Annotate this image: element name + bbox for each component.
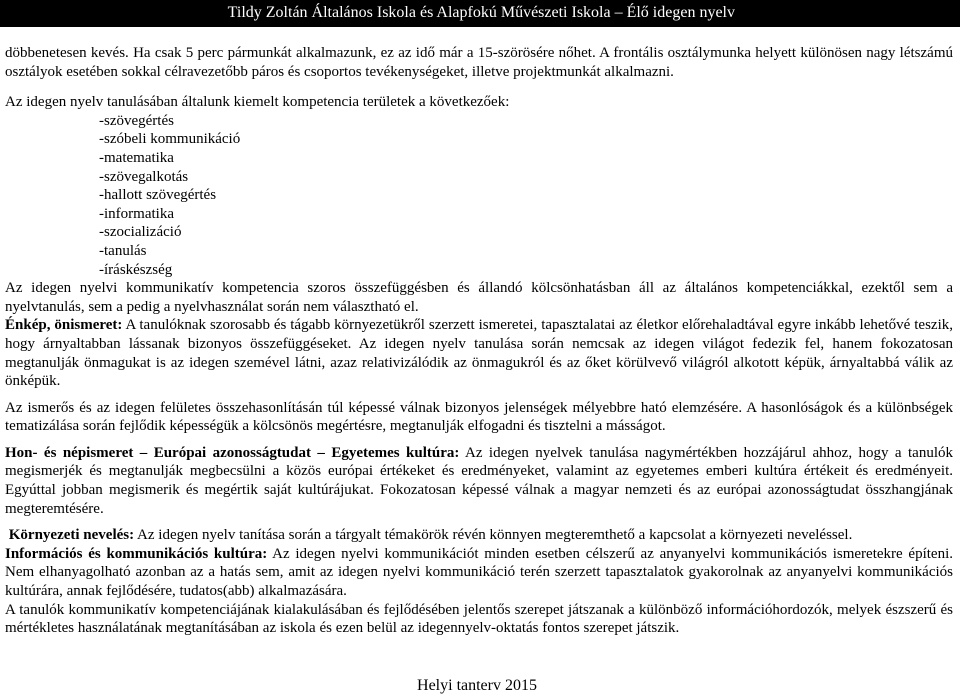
paragraph-intro: döbbenetesen kevés. Ha csak 5 perc pármunkát alkalmazunk, ez az idő már a 15-szörösére nőhet. A frontális osztálymunka helyett különösen nagy létszámú osztályok esetében sokkal célravezetőbb páros és csoportos tevékenységeket, illetve projektmunkát alkalmazni. [5, 45, 953, 80]
list-item: -szocializáció [99, 224, 182, 241]
list-item: -tanulás [99, 242, 147, 259]
paragraph-informacios [5, 545, 953, 601]
header-title: Tildy Zoltán Általános Iskola és Alapfokú Művészeti Iskola – Élő idegen nyelv [227, 4, 735, 21]
list-item: -hallott szövegértés [99, 187, 217, 204]
paragraph-kompetencia: Az idegen nyelvi kommunikatív kompetencia szoros összefüggésben és állandó kölcsönhatásban áll az általános kompetenciákkal, ezektől sem a nyelvtanulás, sem a pedig a nyelvhasználat során nem választható el. [5, 280, 953, 315]
paragraph-text: Az idegen nyelv tanítása során a tárgyalt témakörök révén könnyen megteremthető a kapcsolat a környezeti neveléssel. [134, 527, 853, 544]
paragraph-heading: Énkép, önismeret: [5, 317, 123, 334]
paragraph-ismeros: Az ismerős és az idegen felületes összehasonlításán túl képessé válnak bizonyos jelenségek mélyebbre ható elemzésére. A hasonlóságok és a különbségek tematizálása során fejlődik képességük a kölcsönös megértésre, megtanulják elfogadni és tisztelni a másságot. [5, 399, 953, 435]
paragraph-tanulok: A tanulók kommunikatív kompetenciájának kialakulásában és fejlődésében jelentős szerepet játszanak a különböző információhordozók, melyek észszerű és mértékletes használatának megtanításában az iskola és ezen belül az idegennyelv-oktatás fontos szerepet játszik. [5, 601, 953, 637]
list-item: -szövegalkotás [99, 168, 189, 185]
list-item: -szóbeli kommunikáció [99, 131, 241, 148]
page-header [0, 0, 960, 27]
paragraph-heading: Információs és kommunikációs kultúra: [5, 545, 268, 562]
paragraph-text: Az idegen nyelvek tanulása nagymértékben hozzájárul ahhoz, hogy a tanulók megismerjék és megtanulják megbecsülni a közös európai értékeket és eredményeket, valamint az egyetemes emberi kultúra értékeit és eredményeit. Egyúttal jobban megismerik és megértik saját kultúrájukat. Fokozatosan képessé válnak a magyar nemzeti és az európai azonosságtudat összhangjának megteremtésére. [5, 444, 953, 517]
competence-intro: Az idegen nyelv tanulásában általunk kiemelt kompetencia területek a következőek: [5, 94, 510, 111]
list-item: -matematika [99, 149, 174, 166]
paragraph-text: Az idegen nyelvi kommunikációt minden esetben célszerű az anyanyelvi kommunikációs ismeretekre építeni. Nem elhanyagolható azonban az a hatás sem, amit az idegen nyelvi kommunikáció terén szerzett tapasztalatok gyakorolnak az anyanyelvi kommunikációs kultúrára, annak fejlődésére, tudatos(abb) alkalmazására. [5, 545, 953, 600]
list-item: -informatika [99, 205, 174, 222]
paragraph-heading: Környezeti nevelés: [8, 527, 135, 544]
paragraph-heading: Hon- és népismeret – Európai azonosságtudat – Egyetemes kultúra: [5, 444, 460, 461]
list-item: -szövegértés [99, 112, 174, 129]
paragraph-honismeret [5, 444, 953, 518]
paragraph-enkep [5, 316, 953, 390]
document-body [5, 44, 953, 638]
page-footer [0, 677, 960, 695]
competence-list [5, 112, 953, 279]
paragraph-kornyezeti [5, 526, 953, 545]
list-item: -íráskészség [99, 261, 173, 278]
paragraph-text: A tanulóknak szorosabb és tágabb környezetükről szerzett ismeretei, tapasztalatai az életkor előrehaladtával egyre inkább lehetővé teszik, hogy árnyaltabban lássanak bizonyos összefüggéseket. Az idegen nyelv tanulása során nemcsak az idegen világot fedezik fel, hanem fokozatosan megtanulják önmagukat is az idegen szemével látni, azaz relativizálódik az önmagukról és az őket körülvevő világról alkotott képük, árnyaltabbá válik az önképük. [5, 317, 953, 390]
footer-text: Helyi tanterv 2015 [417, 677, 537, 694]
